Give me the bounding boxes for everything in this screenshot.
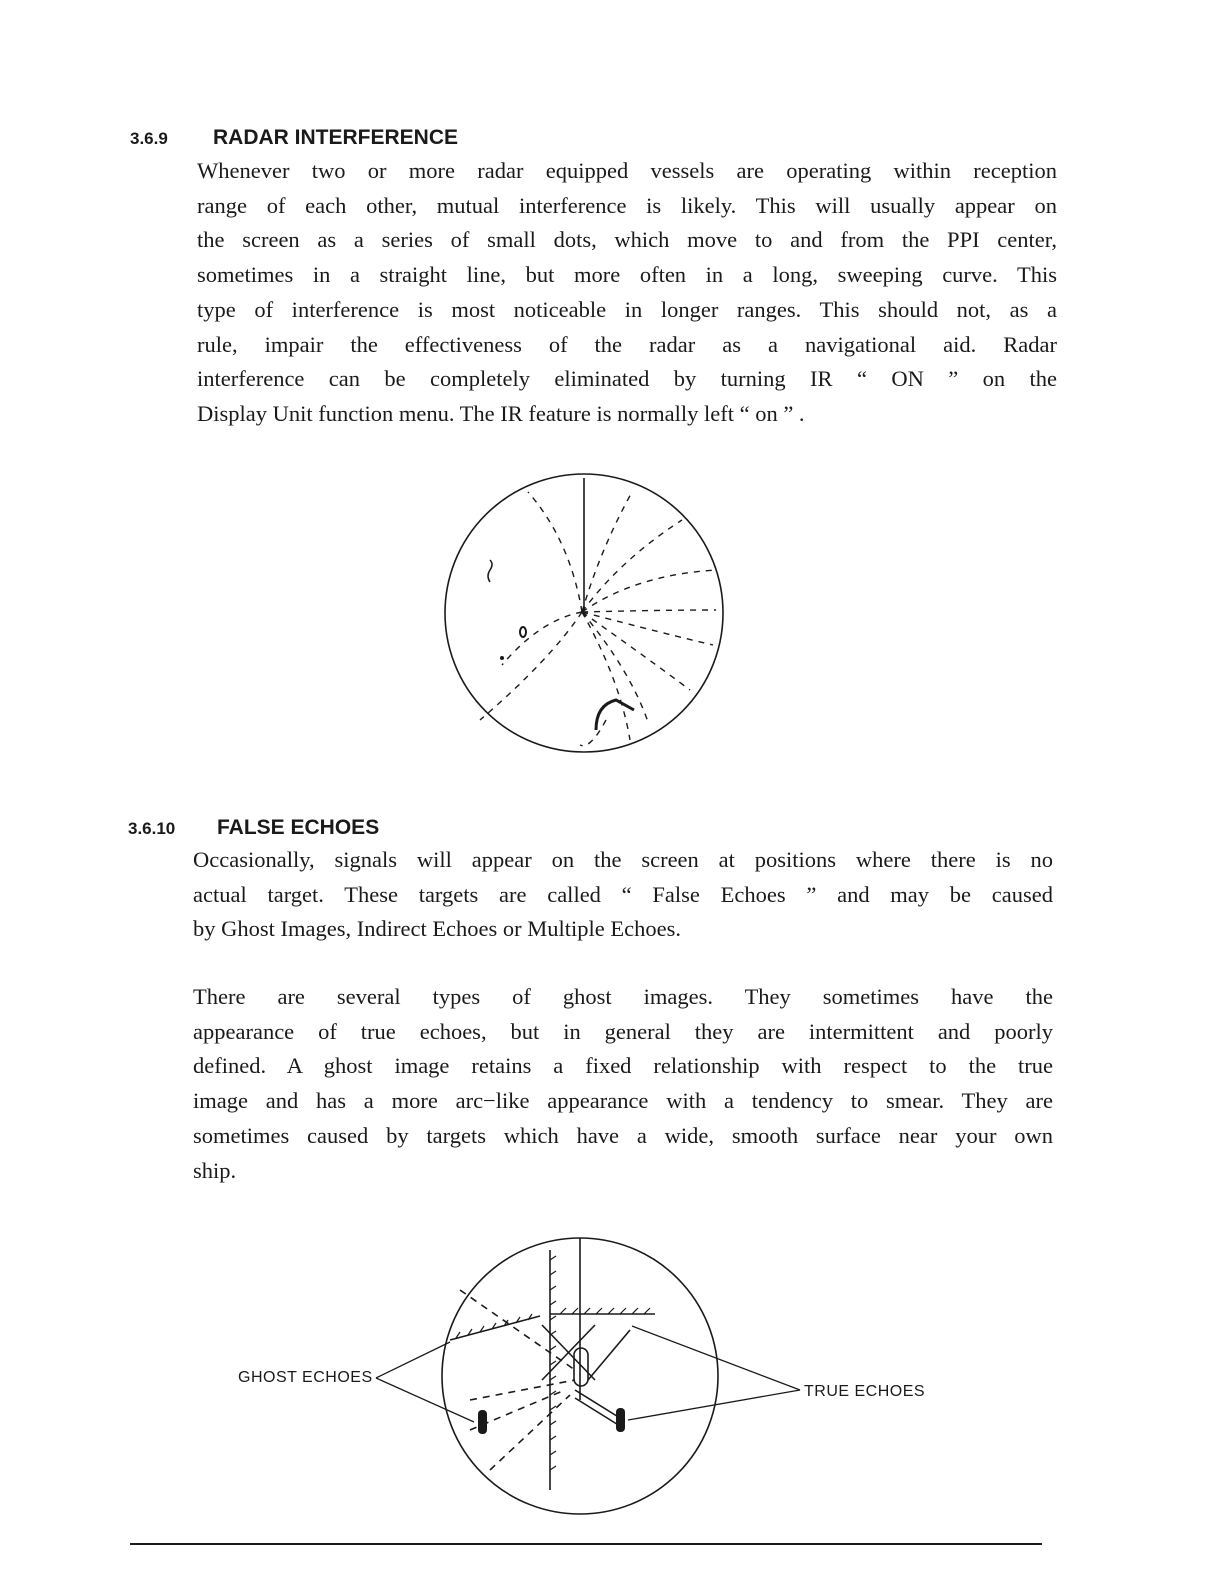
text-line: There are several types of ghost images. They sometimes have the [193,984,1053,1009]
section-heading-radar-interference [130,126,458,150]
true-echoes-label: TRUE ECHOES [804,1383,926,1400]
text-line: interference can be completely eliminated by turning IR “ ON ” on the [197,366,1057,392]
section-title: RADAR INTERFERENCE [213,126,459,149]
text-line: defined. A ghost image retains a fixed relationship with respect to the true [193,1053,1053,1079]
section-title: FALSE ECHOES [217,816,380,839]
text-line: the screen as a series of small dots, which move to and from the PPI center, [197,227,1057,253]
text-line: image and has a more arc−like appearance with a tendency to smear. They are [193,1088,1053,1114]
radar-interference-paragraph [197,154,1057,432]
false-echoes-paragraph-2 [193,980,1053,1188]
text-line: range of each other, mutual interference is likely. This will usually appear on [197,192,1057,218]
section-heading-false-echoes [128,816,379,840]
text-line: Whenever two or more radar equipped vessels are operating within reception [197,158,1057,183]
section-number: 3.6.9 [130,129,168,148]
ghost-echoes-label: GHOST ECHOES [238,1369,373,1386]
radar-interference-figure [420,460,740,770]
text-line: by Ghost Images, Indirect Echoes or Multiple Echoes. [193,916,682,942]
text-line: rule, impair the effectiveness of the radar as a navigational aid. Radar [197,331,1057,357]
text-line: sometimes caused by targets which have a wide, smooth surface near your own [193,1122,1053,1148]
text-line: ship. [193,1157,237,1183]
text-line: Display Unit function menu. The IR feature is normally left “ on ” . [197,400,805,426]
page-bottom-rule [130,1543,1042,1545]
text-line: appearance of true echoes, but in general they are intermittent and poorly [193,1018,1053,1044]
text-line: actual target. These targets are called “ False Echoes ” and may be caused [193,881,1053,907]
section-number: 3.6.10 [128,819,176,838]
text-line: type of interference is most noticeable in longer ranges. This should not, as a [197,296,1057,322]
false-echoes-paragraph-1 [193,843,1053,947]
interference-curves [480,492,716,746]
false-echoes-figure [370,1230,820,1520]
text-line: sometimes in a straight line, but more often in a long, sweeping curve. This [197,262,1057,288]
echo-marks [488,560,634,730]
text-line: Occasionally, signals will appear on the screen at positions where there is no [193,847,1053,872]
